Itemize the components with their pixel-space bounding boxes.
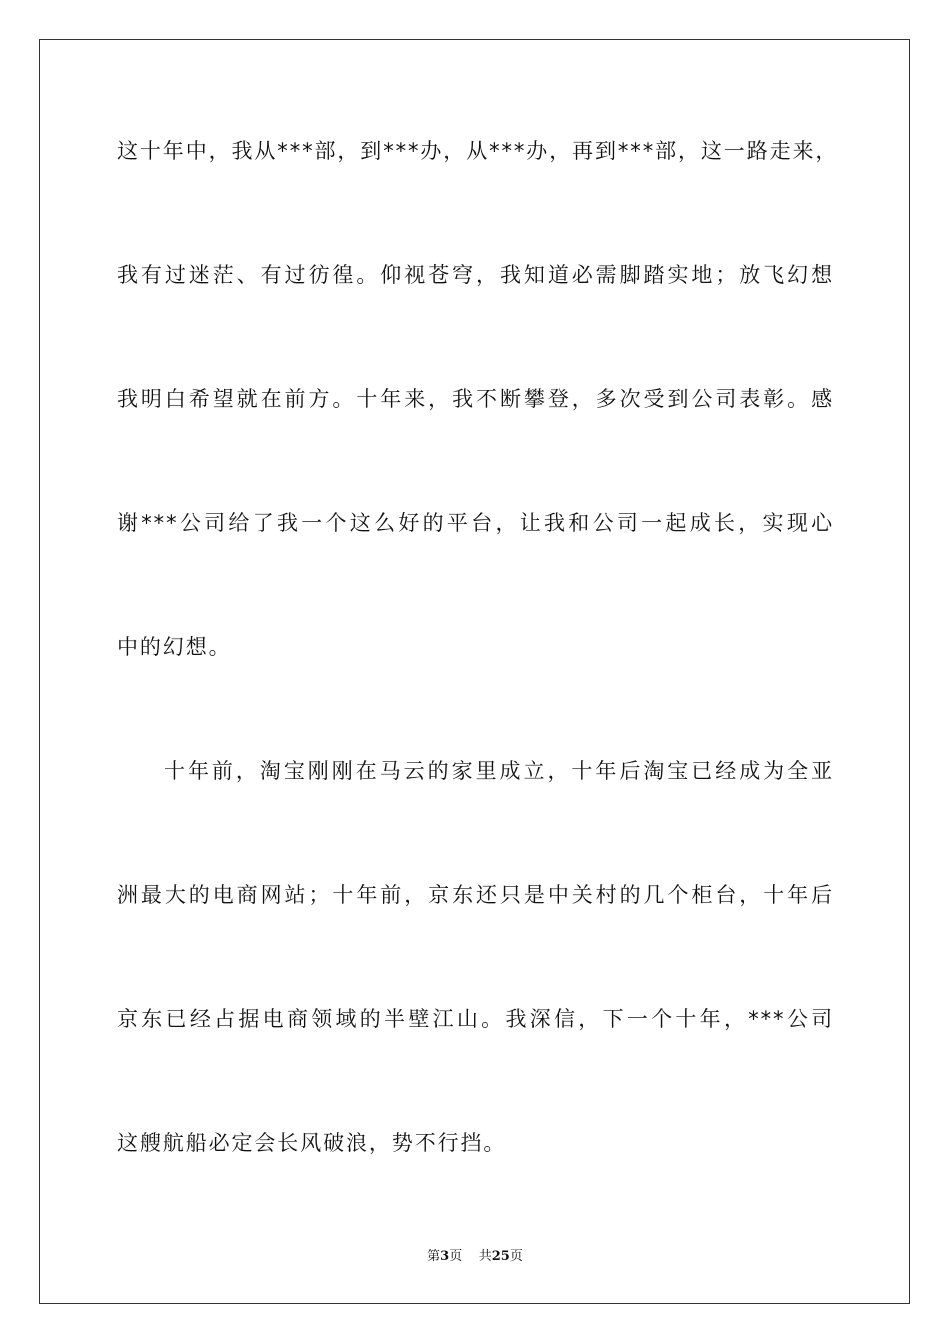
- paragraph-1-line-5: 中的幻想。: [117, 635, 232, 659]
- footer-prefix: 第: [427, 1249, 441, 1264]
- paragraph-1-line-3: 我明白希望就在前方。十年来，我不断攀登，多次受到公司表彰。感: [117, 387, 834, 411]
- paragraph-1-line-2: 我有过迷茫、有过彷徨。仰视苍穹，我知道必需脚踏实地；放飞幻想: [117, 263, 834, 287]
- page-footer: [0, 1248, 950, 1266]
- paragraph-2-line-4: 这艘航船必定会长风破浪，势不行挡。: [117, 1131, 507, 1155]
- footer-total-suffix: 页: [509, 1249, 523, 1264]
- paragraph-2-line-1: 十年前，淘宝刚刚在马云的家里成立，十年后淘宝已经成为全亚: [164, 759, 834, 783]
- paragraph-1-line-4: 谢***公司给了我一个这么好的平台，让我和公司一起成长，实现心: [117, 511, 834, 535]
- footer-total-prefix: 共: [478, 1249, 492, 1264]
- paragraph-1-line-1: 这十年中，我从***部，到***办，从***办，再到***部，这一路走来，: [117, 139, 839, 163]
- paragraph-2-line-2: 洲最大的电商网站；十年前，京东还只是中关村的几个柜台，十年后: [117, 883, 834, 907]
- paragraph-2-line-3: 京东已经占据电商领域的半壁江山。我深信，下一个十年，***公司: [117, 1007, 834, 1031]
- page-border: [39, 39, 910, 1304]
- current-page-number: 3: [440, 1249, 450, 1264]
- total-page-count: 25: [491, 1249, 510, 1264]
- footer-page-suffix: 页: [449, 1249, 463, 1264]
